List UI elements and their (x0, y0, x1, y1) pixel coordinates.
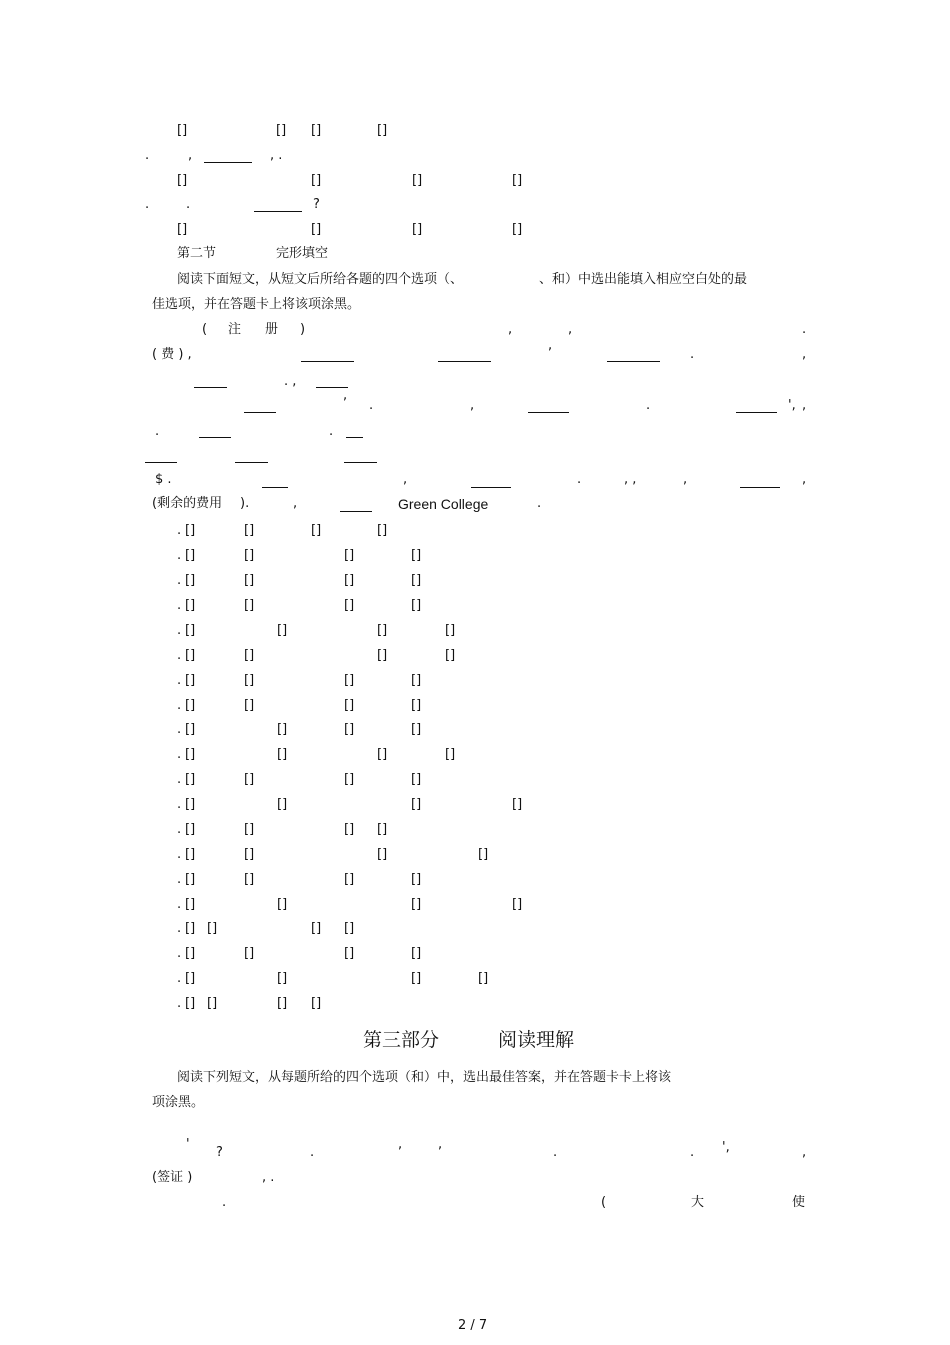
row-dot: . (177, 523, 182, 538)
option-bracket: [] (185, 971, 196, 986)
option-bracket: [] (344, 673, 355, 688)
blank-line (736, 412, 777, 413)
punctuation: , (802, 347, 807, 362)
punctuation: , (438, 1137, 443, 1152)
row-dot: . (177, 548, 182, 563)
option-bracket: [] (277, 747, 288, 762)
punctuation: , (568, 322, 573, 337)
punctuation: . (145, 148, 150, 163)
option-bracket: [] (478, 971, 489, 986)
option-bracket: [] (411, 797, 422, 812)
option-bracket: [] (244, 698, 255, 713)
option-bracket: [] (344, 946, 355, 961)
option-bracket: [] (344, 548, 355, 563)
instruction-line: 阅读下面短文，从短文后所给各题的四个选项（、 (177, 272, 464, 287)
option-bracket: [] (185, 623, 196, 638)
option-bracket: [] (377, 847, 388, 862)
option-bracket: [] (244, 548, 255, 563)
option-bracket: [] (411, 946, 422, 961)
row-dot: . (177, 822, 182, 837)
row-dot: . (177, 598, 182, 613)
option-bracket: [] (185, 573, 196, 588)
gloss-char: 大 (691, 1195, 705, 1210)
punctuation: ? (313, 197, 320, 212)
option-bracket: [] (185, 797, 196, 812)
instruction-line: 、和）中选出能填入相应空白处的最 (539, 272, 748, 287)
punctuation: , (403, 472, 408, 487)
punctuation: . (577, 472, 582, 487)
blank-line (204, 162, 252, 163)
option-bracket: [] (244, 872, 255, 887)
punctuation: . (646, 398, 651, 413)
option-bracket: [] (185, 523, 196, 538)
option-bracket: [] (185, 747, 196, 762)
gloss-char: 册 (265, 322, 279, 337)
option-bracket: [] (344, 872, 355, 887)
punctuation: , (802, 398, 807, 413)
option-bracket: [] (185, 921, 196, 936)
option-bracket: [] (512, 897, 523, 912)
option-bracket: [] (377, 747, 388, 762)
punctuation: . (537, 496, 542, 511)
option-bracket: [] (344, 822, 355, 837)
option-bracket: [] (411, 573, 422, 588)
section-title: 完形填空 (276, 246, 329, 261)
gloss-remaining-fee: (剩余的费用 (152, 496, 223, 511)
row-dot: . (177, 772, 182, 787)
punctuation: . (186, 197, 191, 212)
option-bracket: [] (411, 872, 422, 887)
punctuation: . , (284, 374, 297, 389)
option-bracket: [] (207, 921, 218, 936)
option-bracket: [] (478, 847, 489, 862)
option-bracket: [] (377, 822, 388, 837)
option-bracket: [] (411, 673, 422, 688)
row-dot: . (177, 971, 182, 986)
option-bracket: [] (512, 173, 523, 188)
punctuation: ' (186, 1137, 190, 1152)
option-bracket: [] (277, 722, 288, 737)
part-title: 阅读理解 (498, 1029, 575, 1051)
punctuation: , , (624, 472, 637, 487)
option-bracket: [] (185, 772, 196, 787)
blank-line (471, 487, 511, 488)
punctuation: . (690, 1145, 695, 1160)
option-bracket: [] (185, 548, 196, 563)
blank-line (199, 437, 231, 438)
option-bracket: [] (411, 897, 422, 912)
row-dot: . (177, 698, 182, 713)
option-bracket: [] (377, 648, 388, 663)
punctuation: , (802, 472, 807, 487)
option-bracket: [] (276, 123, 287, 138)
option-bracket: [] (177, 123, 188, 138)
option-bracket: [] (244, 648, 255, 663)
blank-line (344, 462, 377, 463)
punctuation: , (343, 388, 348, 403)
instruction-line: 阅读下列短文，从每题所给的四个选项（和）中，选出最佳答案，并在答题卡卡上将该 (177, 1070, 672, 1085)
blank-line (145, 462, 177, 463)
punctuation: , (548, 338, 553, 353)
option-bracket: [] (344, 598, 355, 613)
option-bracket: [] (512, 222, 523, 237)
blank-line (194, 387, 227, 388)
option-bracket: [] (244, 847, 255, 862)
option-bracket: [] (311, 123, 322, 138)
row-dot: . (177, 623, 182, 638)
option-bracket: [] (344, 573, 355, 588)
option-bracket: [] (412, 222, 423, 237)
row-dot: . (177, 946, 182, 961)
punctuation: . (145, 197, 150, 212)
option-bracket: [] (377, 523, 388, 538)
option-bracket: [] (177, 222, 188, 237)
option-bracket: [] (411, 548, 422, 563)
option-bracket: [] (311, 523, 322, 538)
gloss-char: 注 (228, 322, 242, 337)
option-bracket: [] (185, 897, 196, 912)
punctuation: , (802, 1145, 807, 1160)
punctuation: , (508, 322, 513, 337)
row-dot: . (177, 996, 182, 1011)
blank-line (740, 487, 780, 488)
option-bracket: [] (185, 673, 196, 688)
option-bracket: [] (311, 173, 322, 188)
row-dot: . (177, 847, 182, 862)
option-bracket: [] (185, 946, 196, 961)
gloss-paren: ( (601, 1195, 607, 1210)
punctuation: , (683, 472, 688, 487)
row-dot: . (177, 573, 182, 588)
option-bracket: [] (411, 722, 422, 737)
option-bracket: [] (344, 772, 355, 787)
punctuation: . (802, 322, 807, 337)
punctuation: . (329, 424, 334, 439)
option-bracket: [] (277, 996, 288, 1011)
option-bracket: [] (244, 822, 255, 837)
option-bracket: [] (207, 996, 218, 1011)
option-bracket: [] (244, 946, 255, 961)
blank-line (340, 511, 372, 512)
option-bracket: [] (277, 623, 288, 638)
option-bracket: [] (377, 123, 388, 138)
punctuation: . (690, 347, 695, 362)
row-dot: . (177, 872, 182, 887)
section-number: 第二节 (177, 246, 217, 261)
row-dot: . (177, 747, 182, 762)
punctuation: , (398, 1137, 403, 1152)
blank-line (607, 361, 660, 362)
option-bracket: [] (244, 598, 255, 613)
row-dot: . (177, 673, 182, 688)
option-bracket: [] (185, 598, 196, 613)
punctuation: , . (262, 1170, 275, 1185)
punctuation: ', (722, 1140, 730, 1155)
instruction-line: 项涂黑。 (152, 1095, 205, 1110)
option-bracket: [] (244, 573, 255, 588)
punctuation: , (470, 398, 475, 413)
row-dot: . (177, 722, 182, 737)
punctuation: ? (216, 1145, 223, 1160)
option-bracket: [] (512, 797, 523, 812)
option-bracket: [] (311, 222, 322, 237)
gloss-visa: (签证 ) (152, 1170, 193, 1185)
row-dot: . (177, 897, 182, 912)
gloss-paren: ). (240, 496, 250, 511)
gloss-char: 使 (792, 1195, 806, 1210)
blank-line (235, 462, 268, 463)
college-name: Green College (398, 496, 489, 512)
punctuation: , . (270, 148, 283, 163)
punctuation: ', (788, 398, 796, 413)
option-bracket: [] (277, 897, 288, 912)
option-bracket: [] (344, 698, 355, 713)
option-bracket: [] (185, 847, 196, 862)
blank-line (244, 412, 276, 413)
option-bracket: [] (411, 598, 422, 613)
option-bracket: [] (177, 173, 188, 188)
blank-line (254, 211, 302, 212)
option-bracket: [] (445, 623, 456, 638)
option-bracket: [] (185, 872, 196, 887)
option-bracket: [] (411, 772, 422, 787)
option-bracket: [] (185, 822, 196, 837)
row-dot: . (177, 797, 182, 812)
punctuation: . (310, 1145, 315, 1160)
blank-line (438, 361, 491, 362)
option-bracket: [] (244, 523, 255, 538)
gloss-paren: ( (202, 322, 208, 337)
gloss-fee: ( 费 ) , (152, 347, 192, 362)
instruction-line: 佳选项，并在答题卡上将该项涂黑。 (152, 297, 361, 312)
option-bracket: [] (185, 698, 196, 713)
blank-line (528, 412, 569, 413)
option-bracket: [] (412, 173, 423, 188)
option-bracket: [] (411, 971, 422, 986)
option-bracket: [] (311, 921, 322, 936)
option-bracket: [] (185, 996, 196, 1011)
punctuation: . (553, 1145, 558, 1160)
gloss-paren: ) (300, 322, 306, 337)
punctuation: , (188, 148, 193, 163)
punctuation: . (369, 398, 374, 413)
punctuation: , (293, 496, 298, 511)
currency-symbol: $ . (155, 472, 172, 487)
option-bracket: [] (277, 971, 288, 986)
page-number: 2 / 7 (458, 1318, 488, 1333)
option-bracket: [] (344, 921, 355, 936)
row-dot: . (177, 648, 182, 663)
punctuation: . (155, 424, 160, 439)
option-bracket: [] (185, 722, 196, 737)
option-bracket: [] (185, 648, 196, 663)
option-bracket: [] (445, 747, 456, 762)
part-number: 第三部分 (363, 1029, 440, 1051)
option-bracket: [] (344, 722, 355, 737)
punctuation: . (222, 1195, 227, 1210)
option-bracket: [] (244, 673, 255, 688)
option-bracket: [] (411, 698, 422, 713)
blank-line (262, 487, 288, 488)
blank-line (346, 437, 363, 438)
option-bracket: [] (277, 797, 288, 812)
option-bracket: [] (377, 623, 388, 638)
option-bracket: [] (445, 648, 456, 663)
blank-line (301, 361, 354, 362)
row-dot: . (177, 921, 182, 936)
option-bracket: [] (311, 996, 322, 1011)
option-bracket: [] (244, 772, 255, 787)
